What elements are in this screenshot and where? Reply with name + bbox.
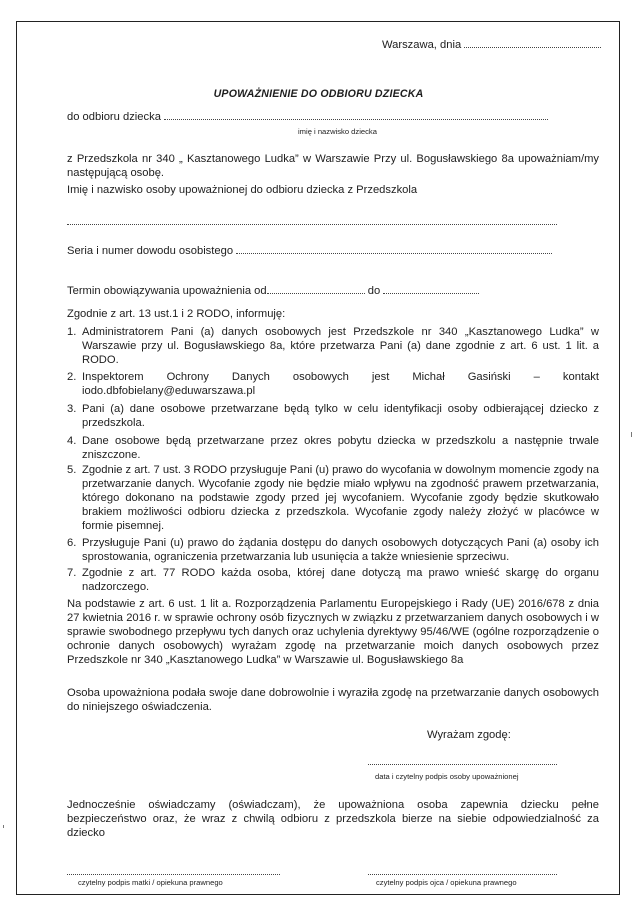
child-line xyxy=(67,110,548,124)
consent-label: Wyrażam zgodę: xyxy=(427,729,511,741)
person-label: Imię i nazwisko osoby upoważnionej do odbioru dziecka z Przedszkola xyxy=(67,184,418,196)
consent-caption: data i czytelny podpis osoby upoważnionej xyxy=(375,772,519,781)
id-label: Seria i numer dowodu osobistego xyxy=(67,245,234,257)
term-to-label: do xyxy=(367,285,381,297)
document-title: UPOWAŻNIENIE DO ODBIORU DZIECKA xyxy=(213,88,424,100)
term-to-field[interactable] xyxy=(383,293,479,294)
father-signature-caption: czytelny podpis ojca / opiekuna prawnego xyxy=(376,878,517,887)
intro-paragraph: z Przedszkola nr 340 „ Kasztanowego Ludka” w Warszawie Przy ul. Bogusławskiego 8a upoważniam/my następującą osobę. xyxy=(67,153,599,179)
term-from-field[interactable] xyxy=(267,293,365,294)
final-statement: Jednocześnie oświadczamy (oświadczam), że upoważniona osoba zapewnia dziecku pełne bezpieczeństwo oraz, że wraz z chwilą odbioru z przedszkola bierze na siebie odpowiedzialność za dziecko xyxy=(67,799,599,839)
person-name-field[interactable] xyxy=(67,212,557,230)
place-date-line xyxy=(382,38,601,52)
term-label: Termin obowiązywania upoważnienia od xyxy=(67,285,267,297)
rodo-intro: Zgodnie z art. 13 ust.1 i 2 RODO, informuję: xyxy=(67,308,286,320)
id-number-field[interactable] xyxy=(236,253,552,254)
place-date-label: Warszawa, dnia xyxy=(382,39,462,51)
date-field[interactable] xyxy=(464,47,601,48)
term-line xyxy=(67,284,479,298)
declaration-paragraph: Osoba upoważniona podała swoje dane dobrowolnie i wyraziła zgodę na przetwarzanie danych osobowych do niniejszego oświadczenia. xyxy=(67,687,599,713)
scan-speck xyxy=(631,432,632,437)
child-label: do odbioru dziecka xyxy=(67,111,161,123)
mother-signature-caption: czytelny podpis matki / opiekuna prawnego xyxy=(78,878,223,887)
child-caption: imię i nazwisko dziecka xyxy=(298,127,377,136)
scan-speck xyxy=(3,825,4,828)
document-page: Warszawa, dnia UPOWAŻNIENIE DO ODBIORU DZIECKA do odbioru dziecka imię i nazwisko dziecka z Przedszkola nr 340 „ Kasztanowego Ludka” w Warszawie Przy ul. Bogusławskiego 8a upoważniam/my następującą osobę. Imię i nazwisko osoby upoważnionej do odbioru dziecka z Przedszkola Seria i numer dowodu osobistego Termin obowiązywania upoważnienia od do Zgodnie z art. 13 ust.1 i 2 RODO, informuję: 1. Administratorem Pani (a) danych osobowych jest Przedszkole nr 340 „Kasztanowego Ludka” w Warszawie przy ul. Bogusławskiego 8a, które przetwarza Pani (a) dane zgodnie z art. 6 ust. 1 lit. a RODO. 2. Inspektorem Ochrony Danych osobowych jest Michał Gasiński – kontakt iodo.dbfobielany@eduwarszawa.pl 3. Pani (a) dane osobowe przetwarzane będą tylko w celu identyfikacji osoby odbierającej dziecko z przedszkola. 4. Dane osobowe będą przetwarzane przez okres pobytu dziecka w przedszkolu a następnie trwale zniszczone. 5. Zgodnie z art. 7 ust. 3 RODO przysługuje Pani (u) prawo do wycofania w dowolnym momencie zgody na przetwarzanie danych. Wycofanie zgody nie będzie miało wpływu na zgodność prawem przetwarzania, którego dokonano na podstawie zgody przed jej wycofaniem. Wycofanie zgody będzie skutkowało brakiem możliwości odbioru dziecka z przedszkola. Wycofanie zgody należy złożyć w placówce w formie pisemnej. 6. Przysługuje Pani (u) prawo do żądania dostępu do danych osobowych dotyczących Pani (a) osoby ich sprostowania, ograniczenia przetwarzania lub usunięcia a także wniesienie sprzeciwu. 7. Zgodnie z art. 77 RODO każda osoba, której dane dotyczą ma prawo wnieść skargę do organu nadzorczego. Na podstawie z art. 6 ust. 1 lit a. Rozporządzenia Parlamentu Europejskiego i Rady (UE) 2016/678 z dnia 27 kwietnia 2016 r. w sprawie ochrony osób fizycznych w związku z przetwarzaniem danych osobowych i w sprawie swobodnego przepływu tych danych oraz uchylenia dyrektywy 95/46/WE (ogólne rozporządzenie o ochronie danych osobowych) wyrażam zgodę na przetwarzanie moich danych osobowych przez Przedszkole nr 340 „Kasztanowego Ludka” w Warszawie ul. Bogusławskiego 8a Osoba upoważniona podała swoje dane dobrowolnie i wyraziła zgodę na przetwarzanie danych osobowych do niniejszego oświadczenia. Wyrażam zgodę: data i czytelny podpis osoby upoważnionej Jednocześnie oświadczamy (oświadczam), że upoważniona osoba zapewnia dziecku pełne bezpieczeństwo oraz, że wraz z chwilą odbioru z przedszkola bierze na siebie odpowiedzialność za dziecko czytelny podpis matki / opiekuna prawnego czytelny podpis ojca / opiekuna prawnego xyxy=(0,0,637,912)
consent-signature-field[interactable] xyxy=(368,752,557,770)
consent-paragraph: Na podstawie z art. 6 ust. 1 lit a. Rozporządzenia Parlamentu Europejskiego i Rady (UE) 2016/678 z dnia 27 kwietnia 2016 r. w sprawie ochrony osób fizycznych w związku z przetwarzaniem danych osobowych i w sprawie swobodnego przepływu tych danych oraz uchylenia dyrektywy 95/46/WE (ogólne rozporządzenie o ochronie danych osobowych) wyrażam zgodę na przetwarzanie moich danych osobowych przez Przedszkole nr 340 „Kasztanowego Ludka” w Warszawie ul. Bogusławskiego 8a xyxy=(67,598,599,666)
id-line xyxy=(67,244,552,258)
child-name-field[interactable] xyxy=(164,119,548,120)
